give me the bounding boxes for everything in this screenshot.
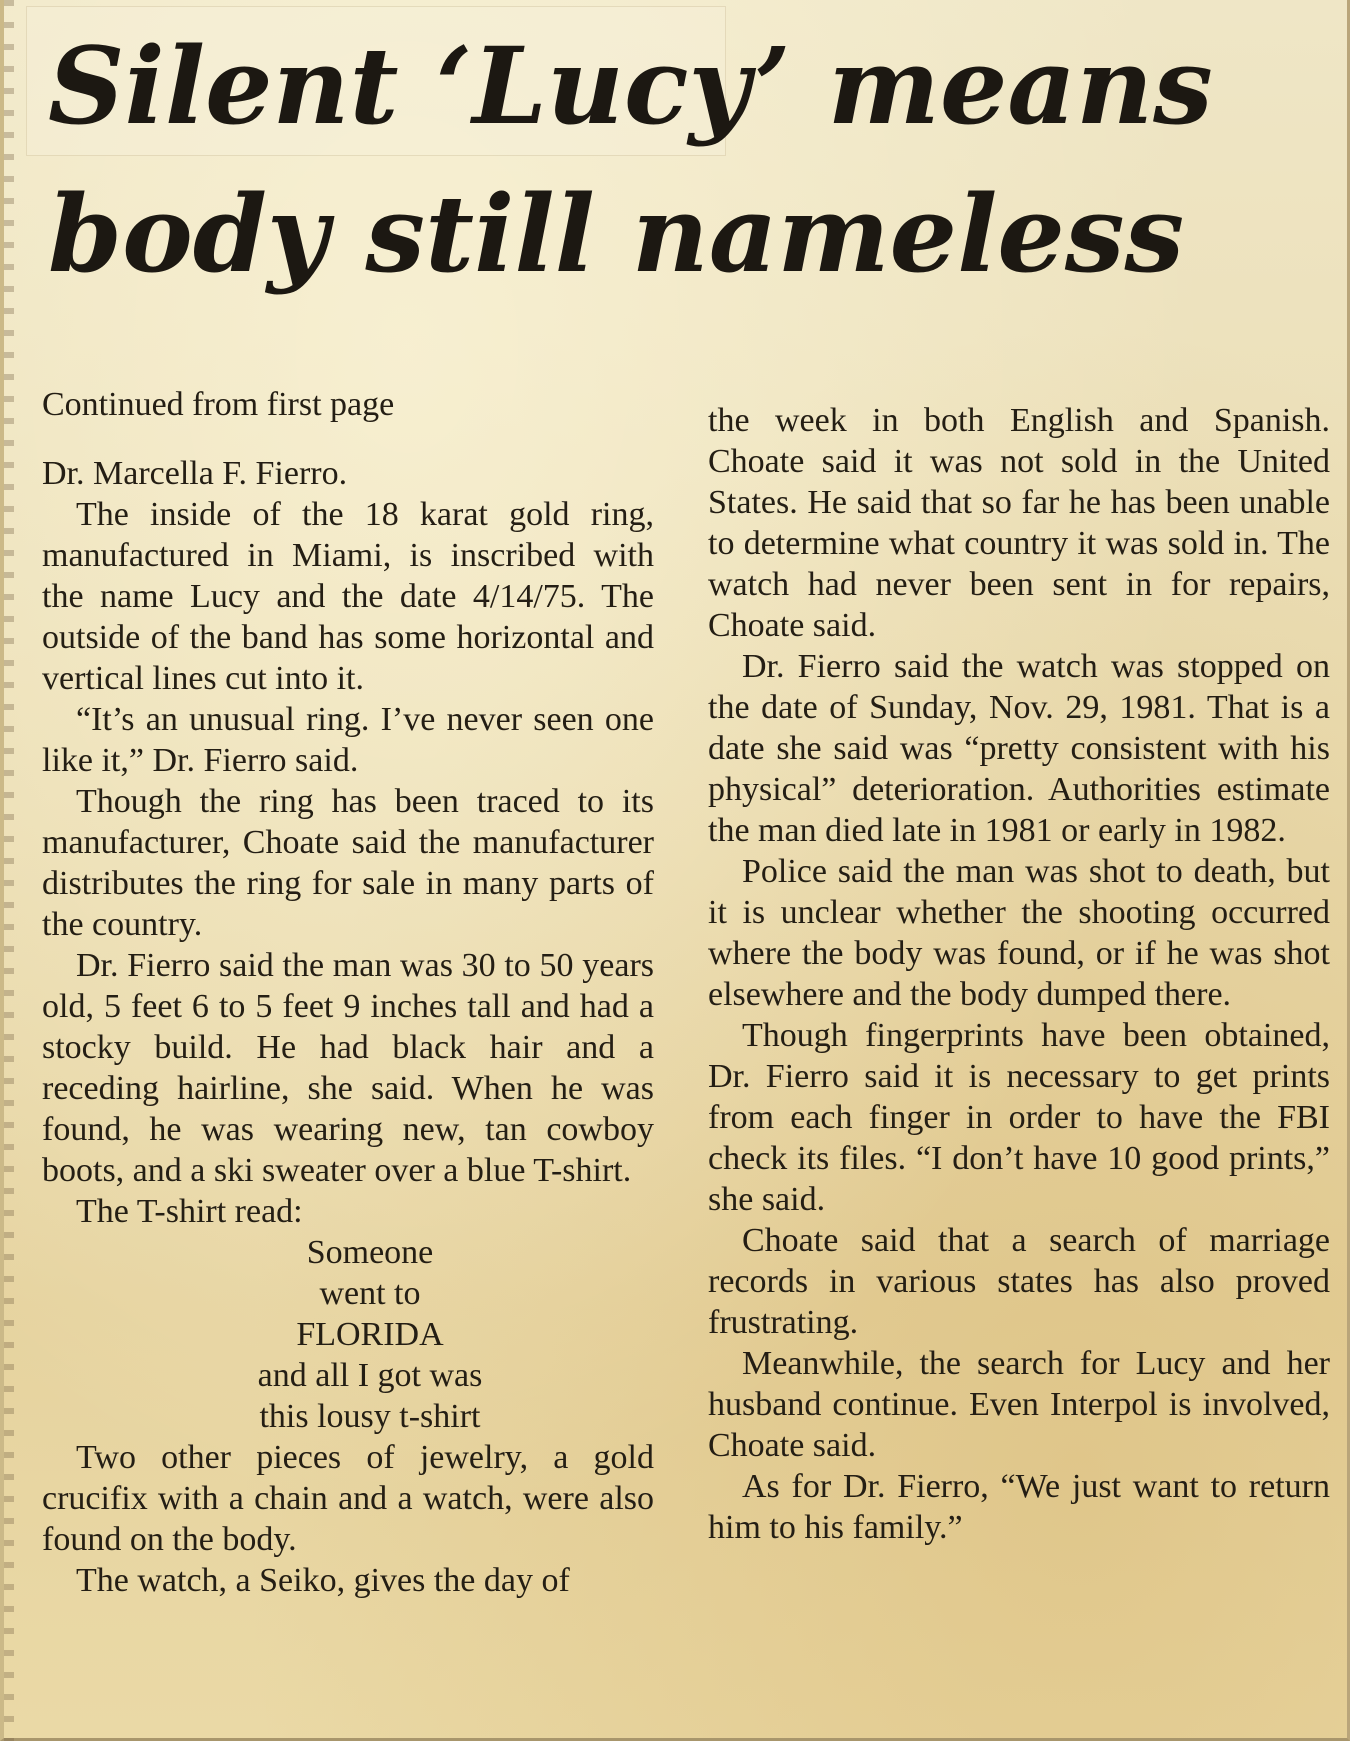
tshirt-line: this lousy t-shirt [259,1398,481,1435]
paragraph: The inside of the 18 karat gold ring, manufactured in Miami, is inscribed with the name Lucy and the date 4/14/75. The outside of the band has some horizontal and vertical lines cut into it. [42,496,654,697]
paragraph: Police said the man was shot to death, but it is unclear whether the shooting occurred where the body was found, or if he was shot elsewhere and the body dumped there. [708,853,1330,1013]
continued-note: Continued from first page [42,386,395,423]
headline-line-1: Silent ‘Lucy’ means [48,23,1213,148]
tshirt-text-block [42,1232,654,1437]
paragraph: Choate said that a search of marriage records in various states has also proved frustrating. [708,1222,1330,1341]
paragraph: As for Dr. Fierro, “We just want to return him to his family.” [708,1468,1330,1546]
headline [48,12,1328,308]
paragraph: Two other pieces of jewelry, a gold crucifix with a chain and a watch, were also found on the body. [42,1439,654,1558]
tshirt-line: and all I got was [257,1357,483,1394]
headline-line-2: body still nameless [48,171,1185,296]
paragraph: Though the ring has been traced to its manufacturer, Choate said the manufacturer distributes the ring for sale in many parts of the country. [42,783,654,943]
paragraph: Dr. Fierro said the watch was stopped on the date of Sunday, Nov. 29, 1981. That is a date she said was “pretty consistent with his physical” deterioration. Authorities estimate the man died late in 1981 or early in 1982. [708,648,1330,849]
article-column-right [708,400,1330,1548]
paragraph: the week in both English and Spanish. Choate said it was not sold in the United States. He said that so far he has been unable to determine what country it was sold in. The watch had never been sent in for repairs, Choate said. [708,402,1330,644]
tshirt-line: Someone [306,1234,434,1271]
paragraph: The watch, a Seiko, gives the day of [76,1562,570,1599]
torn-edge [4,0,14,1741]
article-column-left [42,384,654,1601]
paragraph: Dr. Fierro said the man was 30 to 50 years old, 5 feet 6 to 5 feet 9 inches tall and had a stocky build. He had black hair and a receding hairline, she said. When he was found, he was wearing new, tan cowboy boots, and a ski sweater over a blue T-shirt. [42,947,654,1189]
paragraph: “It’s an unusual ring. I’ve never seen one like it,” Dr. Fierro said. [42,701,654,779]
paragraph: Meanwhile, the search for Lucy and her husband continue. Even Interpol is involved, Choate said. [708,1345,1330,1464]
paragraph: Though fingerprints have been obtained, Dr. Fierro said it is necessary to get prints from each finger in order to have the FBI check its files. “I don’t have 10 good prints,” she said. [708,1017,1330,1218]
byline: Dr. Marcella F. Fierro. [42,455,348,492]
tshirt-line: went to [319,1275,421,1312]
tshirt-line: FLORIDA [296,1316,444,1353]
paragraph: The T-shirt read: [76,1193,303,1230]
